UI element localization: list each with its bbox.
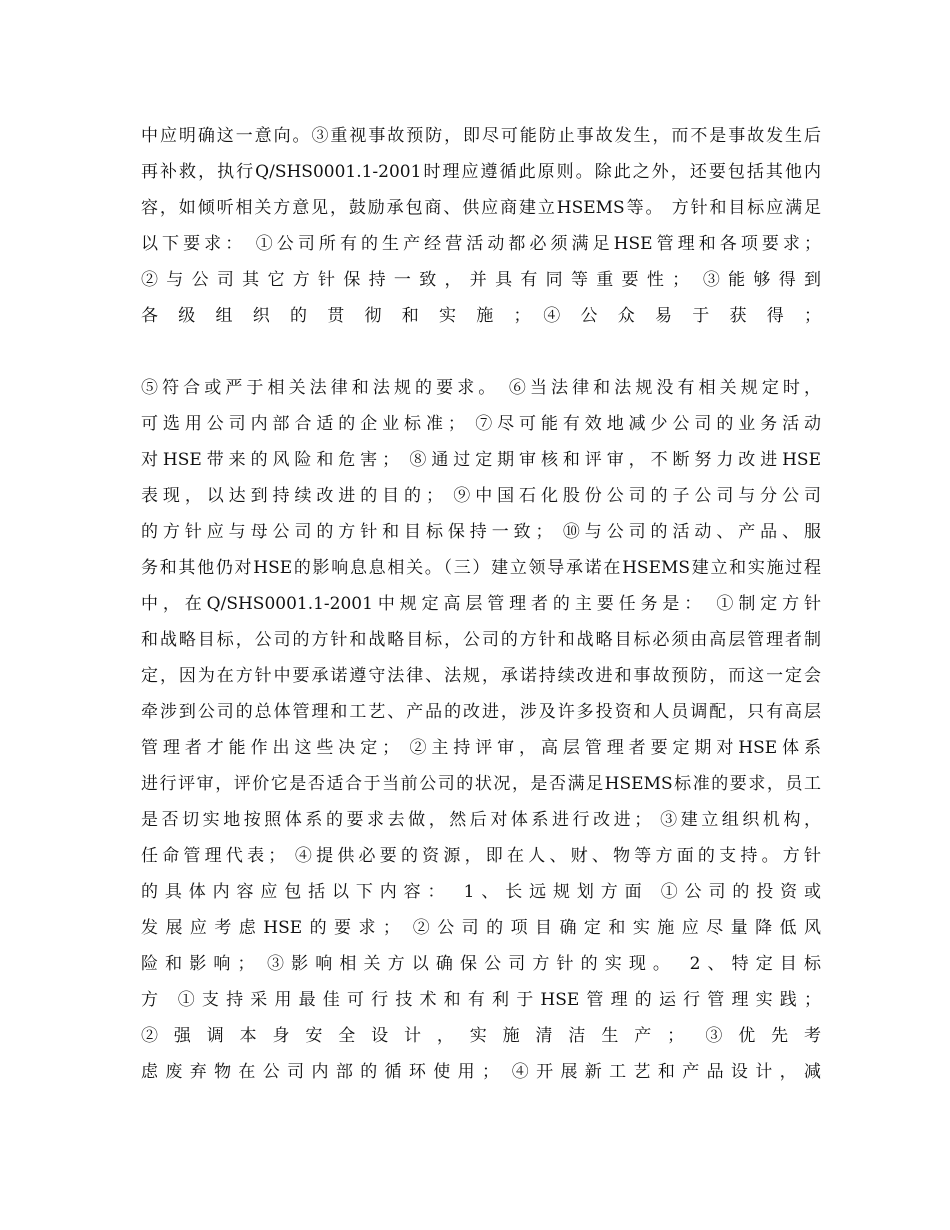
text-line: 任命管理代表； ④提供必要的资源，即在人、财、物等方面的支持。方针 — [141, 846, 821, 866]
text-line: 再补救，执行Q/SHS0001.1-2001时理应遵循此原则。除此之外，还要包括其他内 — [141, 162, 821, 182]
text-line: 对HSE带来的风险和危害； ⑧通过定期审核和评审，不断努力改进HSE — [141, 450, 821, 470]
text-line: ②强调本身安全设计，实施清洁生产； ③优先考 — [141, 1026, 821, 1046]
blank-line — [141, 334, 821, 370]
text-line: 方 ①支持采用最佳可行技术和有利于HSE管理的运行管理实践； — [141, 990, 821, 1010]
text-line: 进行评审，评价它是否适合于当前公司的状况，是否满足HSEMS标准的要求，员工 — [141, 774, 821, 794]
text-line: ②与公司其它方针保持一致，并具有同等重要性； ③能够得到 — [141, 270, 821, 290]
text-line: 和战略目标，公司的方针和战略目标，公司的方针和战略目标必须由高层管理者制 — [141, 630, 821, 650]
text-line: 发展应考虑HSE的要求； ②公司的项目确定和实施应尽量降低风 — [141, 918, 821, 938]
text-line: 中应明确这一意向。③重视事故预防，即尽可能防止事故发生，而不是事故发生后 — [141, 126, 821, 146]
text-line: 表现，以达到持续改进的目的； ⑨中国石化股份公司的子公司与分公司 — [141, 486, 821, 506]
text-line: 是否切实地按照体系的要求去做，然后对体系进行改进； ③建立组织机构， — [141, 810, 821, 830]
text-line: 的方针应与母公司的方针和目标保持一致； ⑩与公司的活动、产品、服 — [141, 522, 821, 542]
text-line: 虑废弃物在公司内部的循环使用； ④开展新工艺和产品设计，减 — [141, 1062, 821, 1082]
text-line: 的具体内容应包括以下内容： 1、长远规划方面 ①公司的投资或 — [141, 882, 821, 902]
text-line: 管理者才能作出这些决定； ②主持评审，高层管理者要定期对HSE体系 — [141, 738, 821, 758]
body-text — [141, 118, 821, 1090]
text-line: 可选用公司内部合适的企业标准； ⑦尽可能有效地减少公司的业务活动 — [141, 414, 821, 434]
text-line: ⑤符合或严于相关法律和法规的要求。 ⑥当法律和法规没有相关规定时， — [141, 378, 821, 398]
text-line: 务和其他仍对HSE的影响息息相关。（三）建立领导承诺在HSEMS建立和实施过程 — [141, 558, 821, 578]
text-line: 中，在Q/SHS0001.1-2001中规定高层管理者的主要任务是： ①制定方针 — [141, 594, 821, 614]
text-line: 牵涉到公司的总体管理和工艺、产品的改进，涉及许多投资和人员调配，只有高层 — [141, 702, 821, 722]
text-line: 以下要求： ①公司所有的生产经营活动都必须满足HSE管理和各项要求； — [141, 234, 821, 254]
text-line: 各 级 组 织 的 贯 彻 和 实 施 ； ④ 公 众 易 于 获 得 ； — [141, 306, 821, 326]
text-line: 险和影响； ③影响相关方以确保公司方针的实现。 2、特定目标 — [141, 954, 821, 974]
text-line: 定，因为在方针中要承诺遵守法律、法规，承诺持续改进和事故预防，而这一定会 — [141, 666, 821, 686]
text-line: 容，如倾听相关方意见，鼓励承包商、供应商建立HSEMS等。 方针和目标应满足 — [141, 198, 821, 218]
